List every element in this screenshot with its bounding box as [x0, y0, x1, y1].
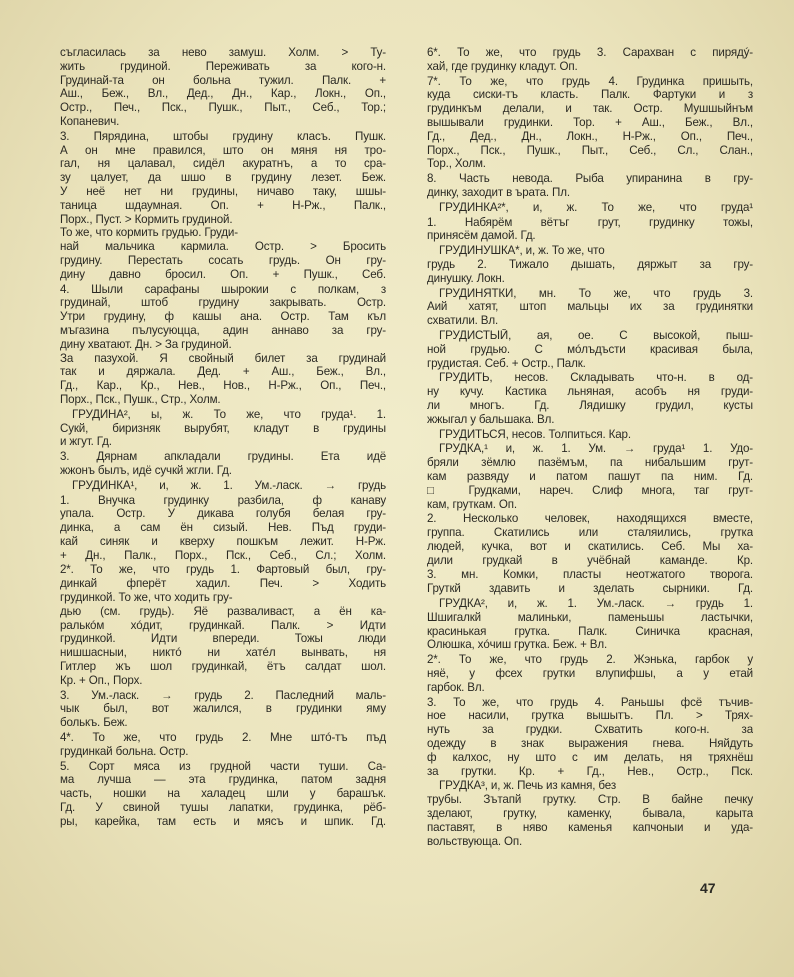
- entry-headword-line: ГРУДИТЬСЯ, несов. Толпиться. Кар.: [439, 427, 631, 441]
- text-line: Остр., Печ., Пск., Пушк., Пыт., Себ., Тор.;: [60, 101, 386, 115]
- text-line: Шшигалкй малиньки, паменьшы ластычки,: [427, 610, 753, 624]
- text-line: бряли зёмлю пазёмъм, па нибальшим грут-: [427, 456, 753, 470]
- text-line: ну кучу. Кастика льняная, асобъ ня груди-: [427, 385, 753, 399]
- text-line: 2*. То же, что грудь 2. Жэнька, гарбок у: [427, 653, 753, 667]
- text-line: 8. Часть невода. Рыба упиранина в гру-: [427, 172, 753, 186]
- text-line: 6*. То же, что грудь 3. Сарахван с пирядý-: [427, 46, 753, 59]
- text-line: ной грудью. С мóлъдъсти красивая была,: [427, 342, 753, 356]
- text-line: 5. Сорт мяса из грудной части туши. Са-: [60, 759, 386, 773]
- text-line: упала. Остр. У дикава голубя белая гру-: [60, 507, 386, 521]
- text-line: То же, что кормить грудью. Груди-: [60, 226, 238, 240]
- text-line: Сукй, биризняк вырубят, кладут в грудины: [60, 421, 386, 435]
- text-line: динушку. Локн.: [427, 271, 505, 285]
- text-line: ли многъ. Гд. Лядишку грудил, кусты: [427, 398, 753, 412]
- text-line: 4. Шыли сарафаны шырокии с полкам, з: [60, 282, 386, 296]
- text-line: 2. Несколько человек, находящихся вместе,: [427, 512, 753, 526]
- text-line: + Дн., Палк., Порх., Пск., Себ., Сл.; Холм.: [60, 548, 386, 562]
- text-line: нишшасныи, никтó ни хатéл вынвать, ня: [60, 646, 386, 660]
- text-line: 1. Внучка грудинку разбила, ф канаву: [60, 493, 386, 507]
- text-line: вышывали грудинки. Тор. + Аш., Беж., Вл.,: [427, 115, 753, 129]
- page-number: 47: [700, 880, 716, 896]
- text-line: ралькóм хóдит, грудинкай. Палк. > Идти: [60, 618, 386, 632]
- text-line: 4*. То же, что грудь 2. Мне штó-тъ пъд: [60, 731, 386, 745]
- text-line: часть, ношки на халадец шли у барашък.: [60, 787, 386, 801]
- text-line: 3. То же, что грудь 4. Раньшы фсё тъчив-: [427, 695, 753, 709]
- text-line: людей, кучка, вот и скатились. Себ. Мы ха-: [427, 539, 753, 553]
- entry-headword-line: ГРУДКА,¹ и, ж. 1. Ум. → груда¹ 1. Удо-: [439, 442, 753, 456]
- text-line: жжыгал у бальшака. Вл.: [427, 412, 555, 426]
- text-line: дили грудкай в учёбнай каманде. Кр.: [427, 553, 753, 567]
- text-line: грудинкой. Идти впереди. Тожы люди: [60, 632, 386, 646]
- text-line: дину хватают. Дн. > За грудиной.: [60, 337, 232, 351]
- entry-headword-line: ГРУДИНКА¹, и, ж. 1. Ум.-ласк. → грудь: [72, 478, 386, 492]
- text-line: Грудинай-та он больна тужил. Палк. +: [60, 73, 386, 87]
- text-line: кам, груткам. Оп.: [427, 497, 517, 511]
- text-line: У неё нет ни грудины, ничаво таку, шшы-: [60, 184, 386, 198]
- text-line: Утри грудину, ф кашы ана. Остр. Там къл: [60, 310, 386, 324]
- text-line: зделают, грутку, каменку, бывала, карыта: [427, 807, 753, 821]
- text-line: 3. Пярядина, штобы грудину класъ. Пушк.: [60, 129, 386, 143]
- text-line: грудинкъм делали, и так. Остр. Мушшыйнъм: [427, 102, 753, 116]
- text-line: нуть за грудки. Схватить кого-н. за: [427, 723, 753, 737]
- text-line: мъгазина пълусуюцца, адин аннаво за гру-: [60, 323, 386, 337]
- text-line: паставят, в няво каменья капчоныи и уда-: [427, 820, 753, 834]
- entry-headword-line: ГРУДИНУШКА*, и, ж. То же, что: [439, 244, 605, 258]
- text-line: чык был, вот жалился, в грудинки яму: [60, 702, 386, 716]
- text-line: Тор., Холм.: [427, 157, 486, 171]
- text-line: 1. Набярём вётъг грут, грудинку тожы,: [427, 215, 753, 229]
- text-line: Олюшка, хóчиш грутка. Беж. + Вл.: [427, 638, 608, 652]
- entry-headword-line: ГРУДКА³, и, ж. Печь из камня, без: [439, 779, 617, 793]
- text-line: ное насили, грутка вышытъ. Пл. > Трях-: [427, 709, 753, 723]
- right-text-column: [427, 46, 753, 848]
- text-line: динкай фперёт хадил. Печ. > Ходить: [60, 577, 386, 591]
- text-line: Аий хатят, штоп мальцы их за грудинятки: [427, 300, 753, 314]
- text-line: 3. мн. Комки, пласты неотжатого творога.: [427, 568, 753, 582]
- text-line: динку, заходит в ърата. Пл.: [427, 185, 570, 199]
- text-line: 3. Дярнам апкладали грудины. Ета идё: [60, 450, 386, 464]
- text-line: грудинай, штоб грудину закрывать. Остр.: [60, 296, 386, 310]
- text-line: грудистая. Себ. + Остр., Палк.: [427, 356, 586, 370]
- text-line: Порх., Пск., Пушк., Пыт., Себ., Сл., Слан.,: [427, 143, 753, 157]
- text-line: за грутки. Кр. + Гд., Нев., Остр., Пск.: [427, 764, 753, 778]
- entry-headword-line: ГРУДКА², и, ж. 1. Ум.-ласк. → грудь 1.: [439, 597, 753, 611]
- text-line: 3. Ум.-ласк. → грудь 2. Паследний маль-: [60, 688, 386, 702]
- text-line: ма лучша — эта грудинка, патом задня: [60, 773, 386, 787]
- text-line: съгласилась за нево замуш. Холм. > Ту-: [60, 46, 386, 59]
- entry-headword-line: ГРУДИНА², ы, ж. То же, что груда¹. 1.: [72, 407, 386, 421]
- text-line: грудь 2. Тижало дышать, дяржыт за гру-: [427, 257, 753, 271]
- text-line: Гд., Дед., Дн., Локн., Н-Рж., Оп., Печ.,: [427, 129, 753, 143]
- text-line: гал, ня цалавал, сидёл акуратнъ, а то сра-: [60, 157, 386, 171]
- text-line: зу цалует, да шшо в грудину лезет. Беж.: [60, 171, 386, 185]
- text-line: 7*. То же, что грудь 4. Грудинка пришыть,: [427, 74, 753, 88]
- left-text-column: [60, 46, 386, 829]
- text-line: и жгут. Гд.: [60, 435, 112, 449]
- text-line: Кр. + Оп., Порх.: [60, 673, 143, 687]
- text-line: куда сиски-тъ класть. Палк. Фартуки и з: [427, 88, 753, 102]
- text-line: одежду в знак выражения гнева. Няйдуть: [427, 737, 753, 751]
- text-line: 2*. То же, что грудь 1. Фартовый был, гру-: [60, 563, 386, 577]
- text-line: □ Грудками, нареч. Слиф многа, таг грут-: [427, 483, 753, 497]
- text-line: хай, где грудинку кладут. Оп.: [427, 59, 578, 73]
- text-line: Гд. У свиной тушы лапатки, грудинка, рёб-: [60, 801, 386, 815]
- text-line: принясём дамой. Гд.: [427, 229, 536, 243]
- text-line: А он мне правился, што он мяня ня тро-: [60, 143, 386, 157]
- entry-headword-line: ГРУДИТЬ, несов. Складывать что-н. в од-: [439, 371, 753, 385]
- text-line: Груткй здавить и зделать сырники. Гд.: [427, 582, 753, 596]
- text-line: красинькая грутка. Палк. Синичка красная,: [427, 624, 753, 638]
- text-line: вольствующа. Оп.: [427, 834, 523, 848]
- text-line: так и дяржала. Дед. + Аш., Беж., Вл.,: [60, 365, 386, 379]
- text-line: За пазухой. Я свойный билет за грудинай: [60, 351, 386, 365]
- entry-headword-line: ГРУДИСТЫЙ, ая, ое. С высокой, пыш-: [439, 328, 753, 342]
- entry-headword-line: ГРУДИНКА²*, и, ж. То же, что груда¹: [439, 200, 753, 214]
- entry-headword-line: ГРУДИНЯТКИ, мн. То же, что грудь 3.: [439, 286, 753, 300]
- text-line: грудинкой. То же, что ходить гру-: [60, 591, 233, 605]
- text-line: дину давно бросил. Оп. + Пушк., Себ.: [60, 267, 386, 281]
- text-line: Гд., Кар., Кр., Нев., Нов., Н-Рж., Оп., Печ.,: [60, 379, 386, 393]
- text-line: Гитлер жъ шол грудинкай, ётъ салдат шол.: [60, 660, 386, 674]
- text-line: най мальчика кармила. Остр. > Бросить: [60, 240, 386, 254]
- text-line: динка, а сам ён сизый. Нев. Пъд груди-: [60, 521, 386, 535]
- text-line: Порх., Пск., Пушк., Стр., Холм.: [60, 392, 221, 406]
- text-line: жжонъ былъ, идё сучкй жгли. Гд.: [60, 463, 232, 477]
- text-line: ф калхос, ну што с им делать, ня тряхнёш: [427, 750, 753, 764]
- text-line: жить грудиной. Переживать за кого-н.: [60, 59, 386, 73]
- text-line: ры, карейка, там есть и мясъ и шпик. Гд.: [60, 814, 386, 828]
- text-line: грудинкай больна. Остр.: [60, 744, 189, 758]
- text-line: гарбок. Вл.: [427, 680, 485, 694]
- text-line: болькъ. Беж.: [60, 716, 128, 730]
- text-line: кай синяк и кверху пошкъм лежит. Н-Рж.: [60, 534, 386, 548]
- text-line: группа. Скатились или сталяились, грутка: [427, 526, 753, 540]
- text-line: таница шдаумная. Оп. + Н-Рж., Палк.,: [60, 198, 386, 212]
- text-line: Копаневич.: [60, 114, 120, 128]
- text-line: дью (см. грудь). Яё разваливаст, а ён ка-: [60, 604, 386, 618]
- text-line: схватили. Вл.: [427, 314, 499, 328]
- text-line: трубы. Зътапй грутку. Стр. В байне печку: [427, 793, 753, 807]
- text-line: Аш., Беж., Вл., Дед., Дн., Кар., Локн., Оп.,: [60, 87, 386, 101]
- text-line: грудину. Перестать сосать грудь. Он гру-: [60, 253, 386, 267]
- text-line: няё, у фсех грутки влупифшы, а у етай: [427, 667, 753, 681]
- text-line: кам развяду и патом пашут па ним. Гд.: [427, 469, 753, 483]
- text-line: Порх., Пуст. > Кормить грудиной.: [60, 212, 233, 226]
